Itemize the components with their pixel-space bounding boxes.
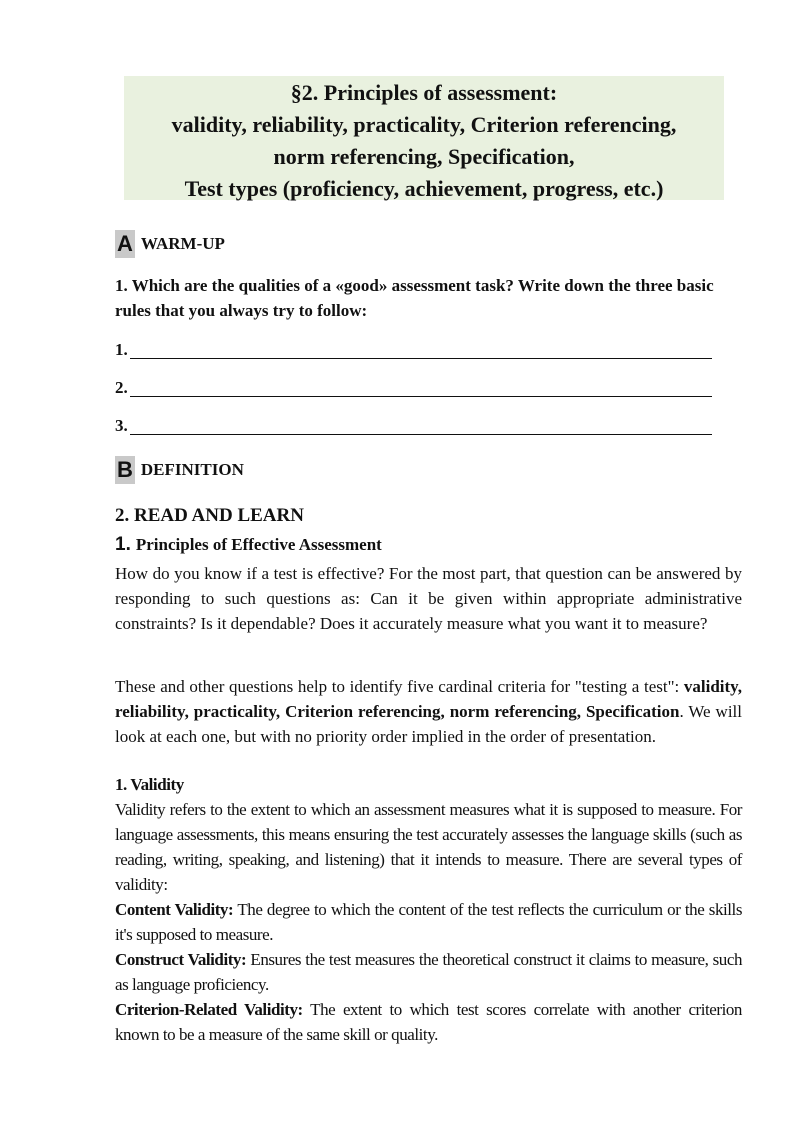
page-title: [124, 76, 724, 200]
blank-number: 3.: [115, 416, 128, 435]
blank-number: 2.: [115, 378, 128, 397]
validity-type-text: The degree to which the content of the test reflects the curriculum or the skills it's supposed to measure.: [115, 900, 742, 944]
section-a-heading: [115, 230, 225, 258]
section-a-title: WARM-UP: [140, 234, 225, 253]
section-b-heading: [115, 456, 244, 484]
validity-type: [115, 947, 742, 997]
criteria-paragraph: [115, 674, 742, 749]
criteria-list: validity, reliability, practicality, Criterion referencing, norm referencing, Specification: [115, 677, 742, 721]
validity-type: [115, 897, 742, 947]
answer-blank-3[interactable]: [115, 415, 712, 437]
validity-section: [115, 797, 742, 1047]
section-a-letter: A: [117, 231, 133, 256]
validity-type-term: Criterion-Related Validity:: [115, 1000, 303, 1019]
answer-blank-2[interactable]: [115, 377, 712, 399]
section-b-letter: B: [117, 457, 133, 482]
section-b-title: DEFINITION: [140, 460, 244, 479]
intro-paragraph: How do you know if a test is effective? For the most part, that question can be answered by responding to such questions as: Can it be given within appropriate administrative constraints? Is it dependable? Does it accurately measure what you want it to measure?: [115, 564, 742, 633]
title-line: norm referencing, Specification,: [273, 144, 575, 169]
principles-heading: [115, 532, 742, 557]
principles-title: Principles of Effective Assessment: [135, 535, 382, 554]
answer-blank-1[interactable]: [115, 339, 712, 361]
principles-number: 1.: [115, 534, 131, 555]
read-and-learn-heading: 2. READ AND LEARN: [115, 505, 304, 526]
title-line: validity, reliability, practicality, Criterion referencing,: [171, 112, 677, 137]
question-1: 1. Which are the qualities of a «good» assessment task? Write down the three basic rules that you always try to follow:: [115, 276, 714, 320]
validity-type-text: Ensures the test measures the theoretical construct it claims to measure, such as language proficiency.: [115, 950, 742, 994]
title-line: Test types (proficiency, achievement, progress, etc.): [184, 176, 664, 201]
criteria-lead: These and other questions help to identify five cardinal criteria for "testing a test":: [115, 677, 684, 696]
validity-type-term: Content Validity:: [115, 900, 234, 919]
validity-heading: 1. Validity: [115, 775, 184, 794]
validity-type-term: Construct Validity:: [115, 950, 247, 969]
validity-type-text: The extent to which test scores correlate with another criterion known to be a measure of the same skill or quality.: [115, 1000, 742, 1044]
title-line: §2. Principles of assessment:: [290, 80, 558, 105]
validity-type: [115, 997, 742, 1047]
blank-number: 1.: [115, 340, 128, 359]
criteria-tail: . We will look at each one, but with no priority order implied in the order of presentation.: [115, 702, 742, 746]
validity-body: Validity refers to the extent to which an assessment measures what it is supposed to measure. For language assessments, this means ensuring the test accurately assesses the language skills (such as reading, writing, speaking, and listening) that it intends to measure. There are several types of validity:: [115, 800, 742, 894]
